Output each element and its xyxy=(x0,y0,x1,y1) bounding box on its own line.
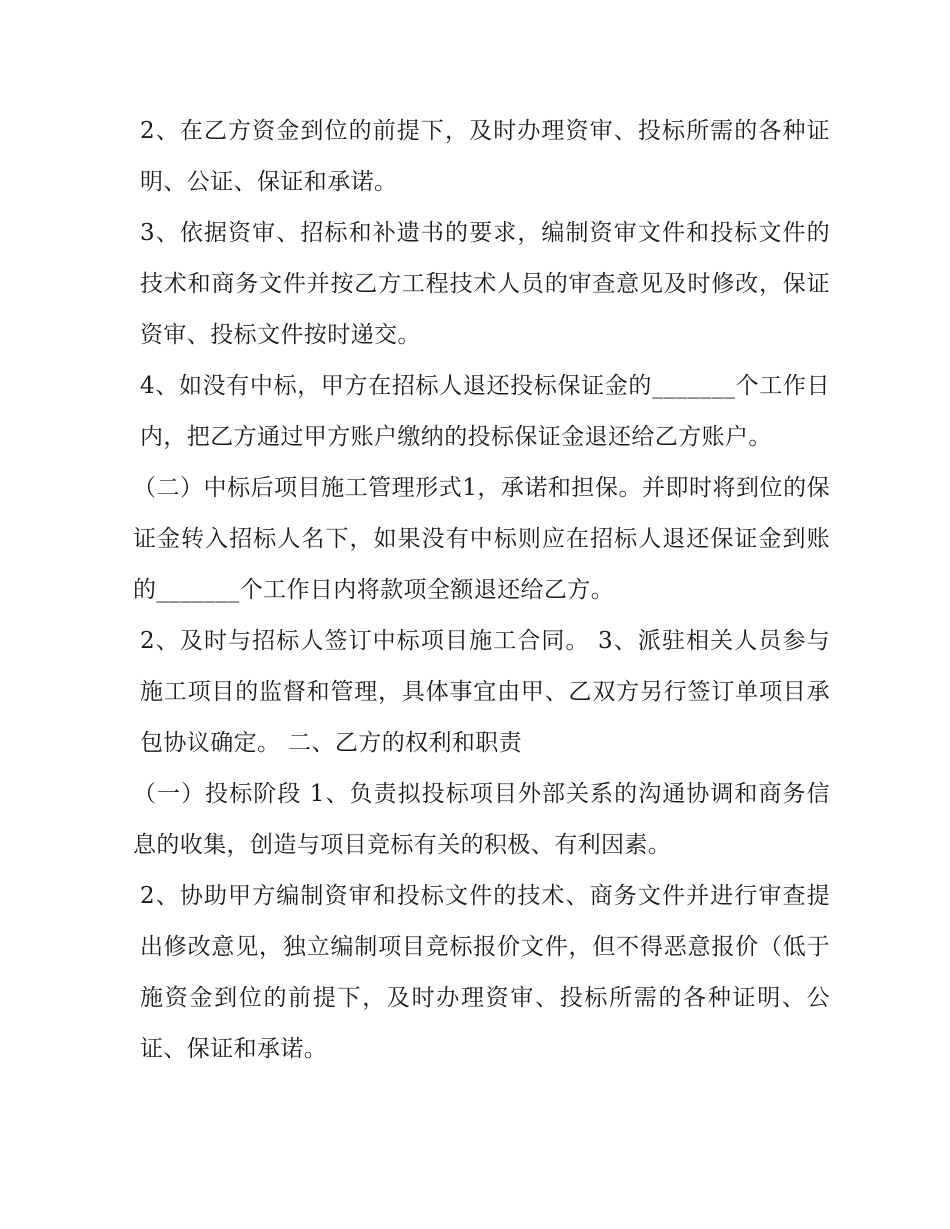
paragraph-item-4-deposit-refund: 4、如没有中标，甲方在招标人退还投标保证金的_______个工作日内，把乙方通过甲方账户缴纳的投标保证金退还给乙方账户。 xyxy=(140,373,830,450)
paragraph-contract-signing: 2、及时与招标人签订中标项目施工合同。 3、派驻相关人员参与施工项目的监督和管理，具体事宜由甲、乙双方另行签订单项目承包协议确定。 二、乙方的权利和职责 xyxy=(140,628,830,756)
paragraph-item-3-bid-documents: 3、依据资审、招标和补遗书的要求，编制资审文件和投标文件的技术和商务文件并按乙方工程技术人员的审查意见及时修改，保证资审、投标文件按时递交。 xyxy=(140,220,830,348)
document-body xyxy=(133,106,830,1075)
paragraph-item-2-funds: 2、在乙方资金到位的前提下，及时办理资审、投标所需的各种证明、公证、保证和承诺。 xyxy=(140,118,830,195)
paragraph-section-1-bidding-stage: （一）投标阶段 1、负责拟投标项目外部关系的沟通协调和商务信息的收集，创造与项目竞标有关的积极、有利因素。 xyxy=(133,781,830,858)
paragraph-section-2-after-award: （二）中标后项目施工管理形式1，承诺和担保。并即时将到位的保证金转入招标人名下，如果没有中标则应在招标人退还保证金到账的_______个工作日内将款项全额退还给乙方。 xyxy=(133,475,830,603)
paragraph-assist-party-a: 2、协助甲方编制资审和投标文件的技术、商务文件并进行审查提出修改意见，独立编制项目竞标报价文件，但不得恶意报价（低于施资金到位的前提下，及时办理资审、投标所需的各种证明、公证、保证和承诺。 xyxy=(140,883,830,1062)
